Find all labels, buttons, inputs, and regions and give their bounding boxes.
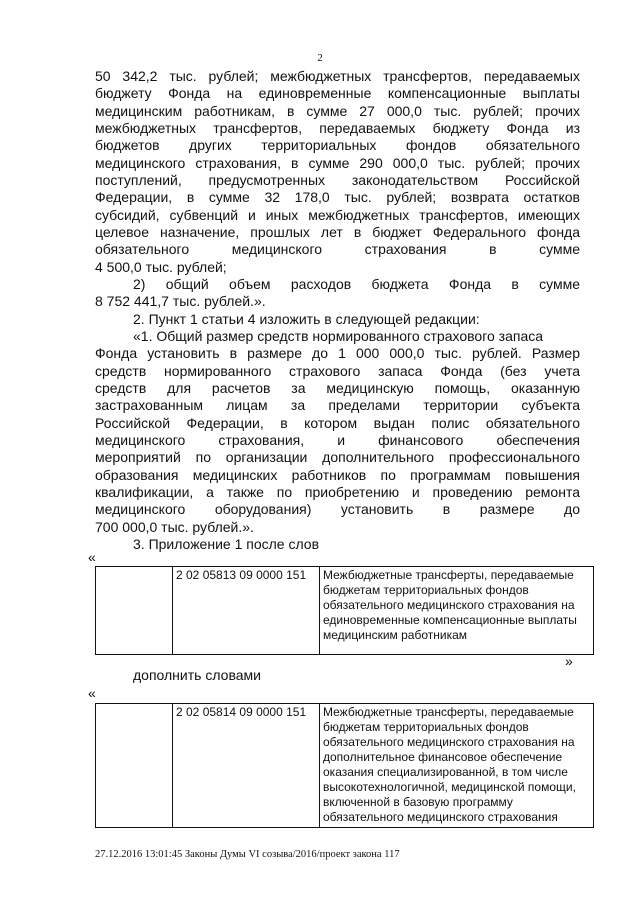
budget-code-cell: 2 02 05814 09 0000 151 <box>173 704 320 828</box>
open-quote: « <box>88 685 96 701</box>
page-number: 2 <box>317 52 323 64</box>
text-line: межбюджетных трансфертов, передаваемых бюджету Фонда из <box>95 120 580 137</box>
paragraph-budget-revenues <box>95 68 580 276</box>
text-line: средств нормированного страхового запаса Фонда (без учета <box>95 362 580 379</box>
text-line: 50 342,2 тыс. рублей; межбюджетных трансфертов, передаваемых <box>95 68 580 84</box>
open-quote: « <box>88 549 96 565</box>
description-line: Межбюджетные трансферты, передаваемые <box>323 705 574 719</box>
close-quote: » <box>565 653 573 669</box>
text-line: 3. Приложение 1 после слов <box>133 536 320 553</box>
table-new-entry <box>95 703 594 828</box>
text-line: бюджетов других территориальных фондов обязательного <box>95 137 580 154</box>
text-line: 4 500,0 тыс. рублей; <box>95 258 227 275</box>
text-line: бюджету Фонда на единовременные компенсационные выплаты <box>95 85 580 102</box>
description-line: обязательного медицинского страхования <box>323 810 558 824</box>
text-line: медицинского оборудования) установить в размере до <box>95 501 580 518</box>
text-line: Федерации, в сумме 32 178,0 тыс. рублей; возврата остатков <box>95 189 580 206</box>
description-line: обязательного медицинского страхования на <box>323 598 575 612</box>
description-line: бюджетам территориальных фондов <box>323 583 529 597</box>
description-line: включенной в базовую программу <box>323 795 513 809</box>
description-cell <box>320 704 594 828</box>
description-line: высокотехнологичной, медицинской помощи, <box>323 780 576 794</box>
paragraph-amendments <box>95 276 580 554</box>
table-cell-empty <box>96 567 173 655</box>
supplement-text: дополнить словами <box>133 667 261 683</box>
text-line: медицинским работникам, в сумме 27 000,0 тыс. рублей; прочих <box>95 102 580 119</box>
description-line: дополнительное финансовое обеспечение <box>323 750 563 764</box>
text-line: мероприятий по организации дополнительного профессионального <box>95 449 580 466</box>
text-line: Российской Федерации, в котором выдан полис обязательного <box>95 414 580 431</box>
table-row <box>96 704 594 828</box>
text-line: Фонда установить в размере до 1 000 000,0 тыс. рублей. Размер <box>95 345 580 362</box>
description-line: медицинским работникам <box>323 628 467 642</box>
text-line: 2. Пункт 1 статьи 4 изложить в следующей редакции: <box>133 310 480 327</box>
table-row <box>96 567 594 655</box>
description-line: обязательного медицинского страхования на <box>323 735 575 749</box>
text-line: квалификации, а также по приобретению и проведению ремонта <box>95 484 580 501</box>
description-cell <box>320 567 594 655</box>
description-line: оказания специализированной, в том числе <box>323 765 568 779</box>
text-line: застрахованным лицам за пределами территории субъекта <box>95 397 580 414</box>
description-line: Межбюджетные трансферты, передаваемые <box>323 568 574 582</box>
budget-code-cell: 2 02 05813 09 0000 151 <box>173 567 320 655</box>
text-line: целевое назначение, прошлых лет в бюджет Федерального фонда <box>95 224 580 241</box>
text-line: средств для расчетов за медицинскую помощь, оказанную <box>95 380 580 397</box>
table-cell-empty <box>96 704 173 828</box>
document-footer: 27.12.2016 13:01:45 Законы Думы VI созыва/2016/проект закона 117 <box>95 849 400 860</box>
text-line: 700 000,0 тыс. рублей.». <box>95 518 254 535</box>
text-line: обязательного медицинского страхования в сумме <box>95 241 580 258</box>
table-existing-entry <box>95 566 594 655</box>
text-line: 8 752 441,7 тыс. рублей.». <box>95 293 266 310</box>
text-line: медицинского страхования, в сумме 290 000,0 тыс. рублей; прочих <box>95 154 580 171</box>
text-line: медицинского страхования, и финансового обеспечения <box>95 432 580 449</box>
text-line: образования медицинских работников по программам повышения <box>95 466 580 483</box>
description-line: бюджетам территориальных фондов <box>323 720 529 734</box>
text-line: субсидий, субвенций и иных межбюджетных трансфертов, имеющих <box>95 206 580 223</box>
description-line: единовременные компенсационные выплаты <box>323 613 577 627</box>
text-line: 2) общий объем расходов бюджета Фонда в сумме <box>133 276 580 292</box>
text-line: поступлений, предусмотренных законодательством Российской <box>95 172 580 189</box>
text-line: «1. Общий размер средств нормированного страхового запаса <box>133 328 544 345</box>
